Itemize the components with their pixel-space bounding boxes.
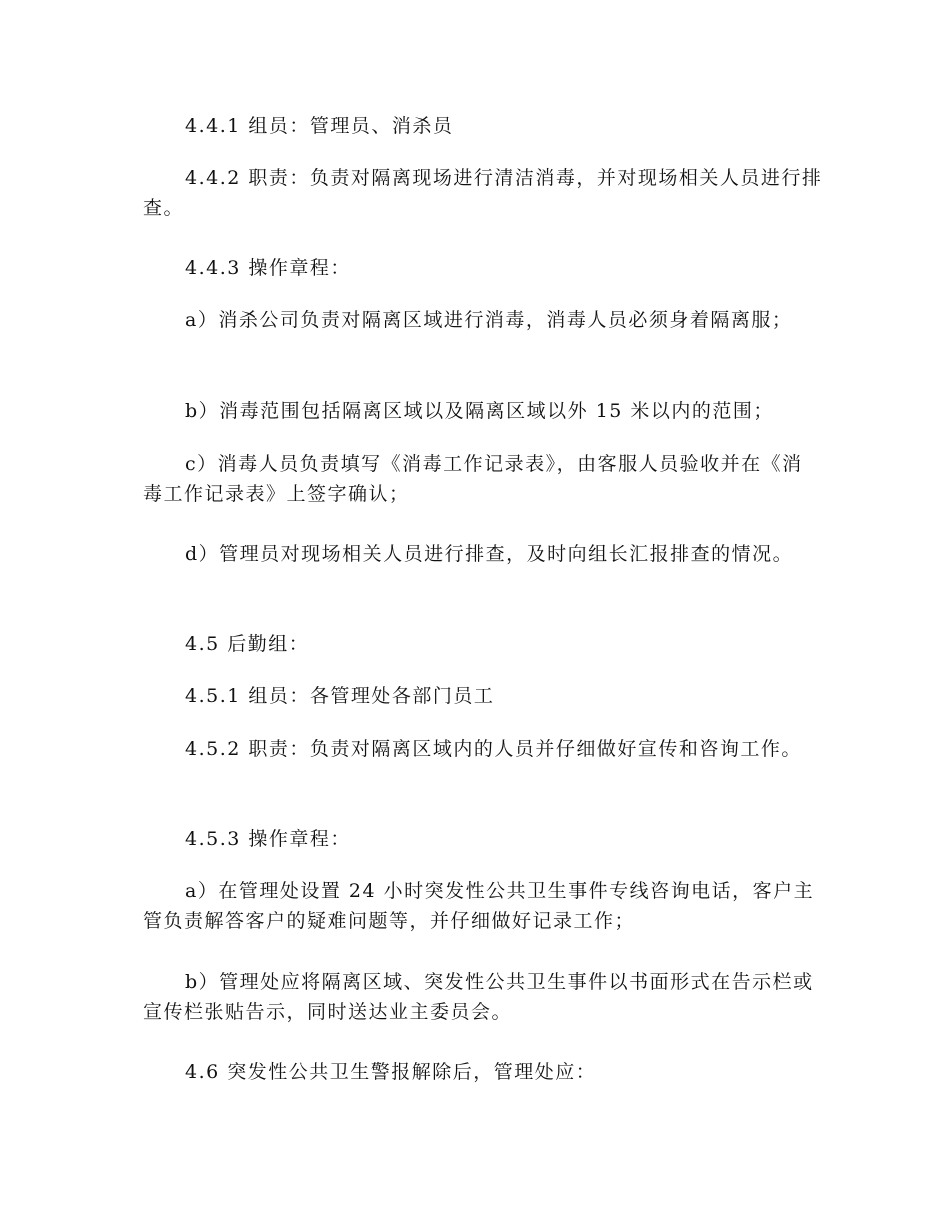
paragraph-4-5 xyxy=(143,629,823,659)
paragraph-b-notice xyxy=(143,967,823,1027)
paragraph-b-range xyxy=(143,396,823,426)
paragraph-text: c）消毒人员负责填写《消毒工作记录表》，由客服人员验收并在《消毒工作记录表》上签字确认； xyxy=(143,453,803,505)
paragraph-4-5-1 xyxy=(143,681,823,711)
paragraph-a-disinfect xyxy=(143,305,823,335)
paragraph-4-4-2 xyxy=(143,163,823,223)
paragraph-4-4-1 xyxy=(143,111,823,141)
paragraph-c-record xyxy=(143,449,823,509)
paragraph-text: 4.5.3 操作章程： xyxy=(185,828,351,850)
paragraph-4-4-3 xyxy=(143,253,823,283)
paragraph-4-5-2 xyxy=(143,734,823,764)
paragraph-text: a）在管理处设置 24 小时突发性公共卫生事件专线咨询电话，客户主管负责解答客户的疑难问题等，并仔细做好记录工作； xyxy=(143,880,815,932)
paragraph-d-investigate xyxy=(143,539,823,569)
paragraph-text: a）消杀公司负责对隔离区域进行消毒，消毒人员必须身着隔离服； xyxy=(185,309,793,331)
paragraph-text: 4.4.1 组员：管理员、消杀员 xyxy=(185,115,454,137)
paragraph-text: b）消毒范围包括隔离区域以及隔离区域以外 15 米以内的范围； xyxy=(185,400,774,422)
paragraph-a-hotline xyxy=(143,876,823,936)
paragraph-text: d）管理员对现场相关人员进行排查，及时向组长汇报排查的情况。 xyxy=(185,543,794,565)
paragraph-text: 4.6 突发性公共卫生警报解除后，管理处应： xyxy=(185,1061,597,1083)
paragraph-text: 4.5.2 职责：负责对隔离区域内的人员并仔细做好宣传和咨询工作。 xyxy=(185,738,802,760)
paragraph-text: b）管理处应将隔离区域、突发性公共卫生事件以书面形式在告示栏或宣传栏张贴告示，同时送达业主委员会。 xyxy=(143,971,814,1023)
paragraph-4-6 xyxy=(143,1057,823,1087)
paragraph-text: 4.5.1 组员：各管理处各部门员工 xyxy=(185,685,495,707)
paragraph-text: 4.4.2 职责：负责对隔离现场进行清洁消毒，并对现场相关人员进行排查。 xyxy=(143,167,823,219)
paragraph-4-5-3 xyxy=(143,824,823,854)
paragraph-text: 4.5 后勤组： xyxy=(185,633,310,655)
paragraph-text: 4.4.3 操作章程： xyxy=(185,257,351,279)
